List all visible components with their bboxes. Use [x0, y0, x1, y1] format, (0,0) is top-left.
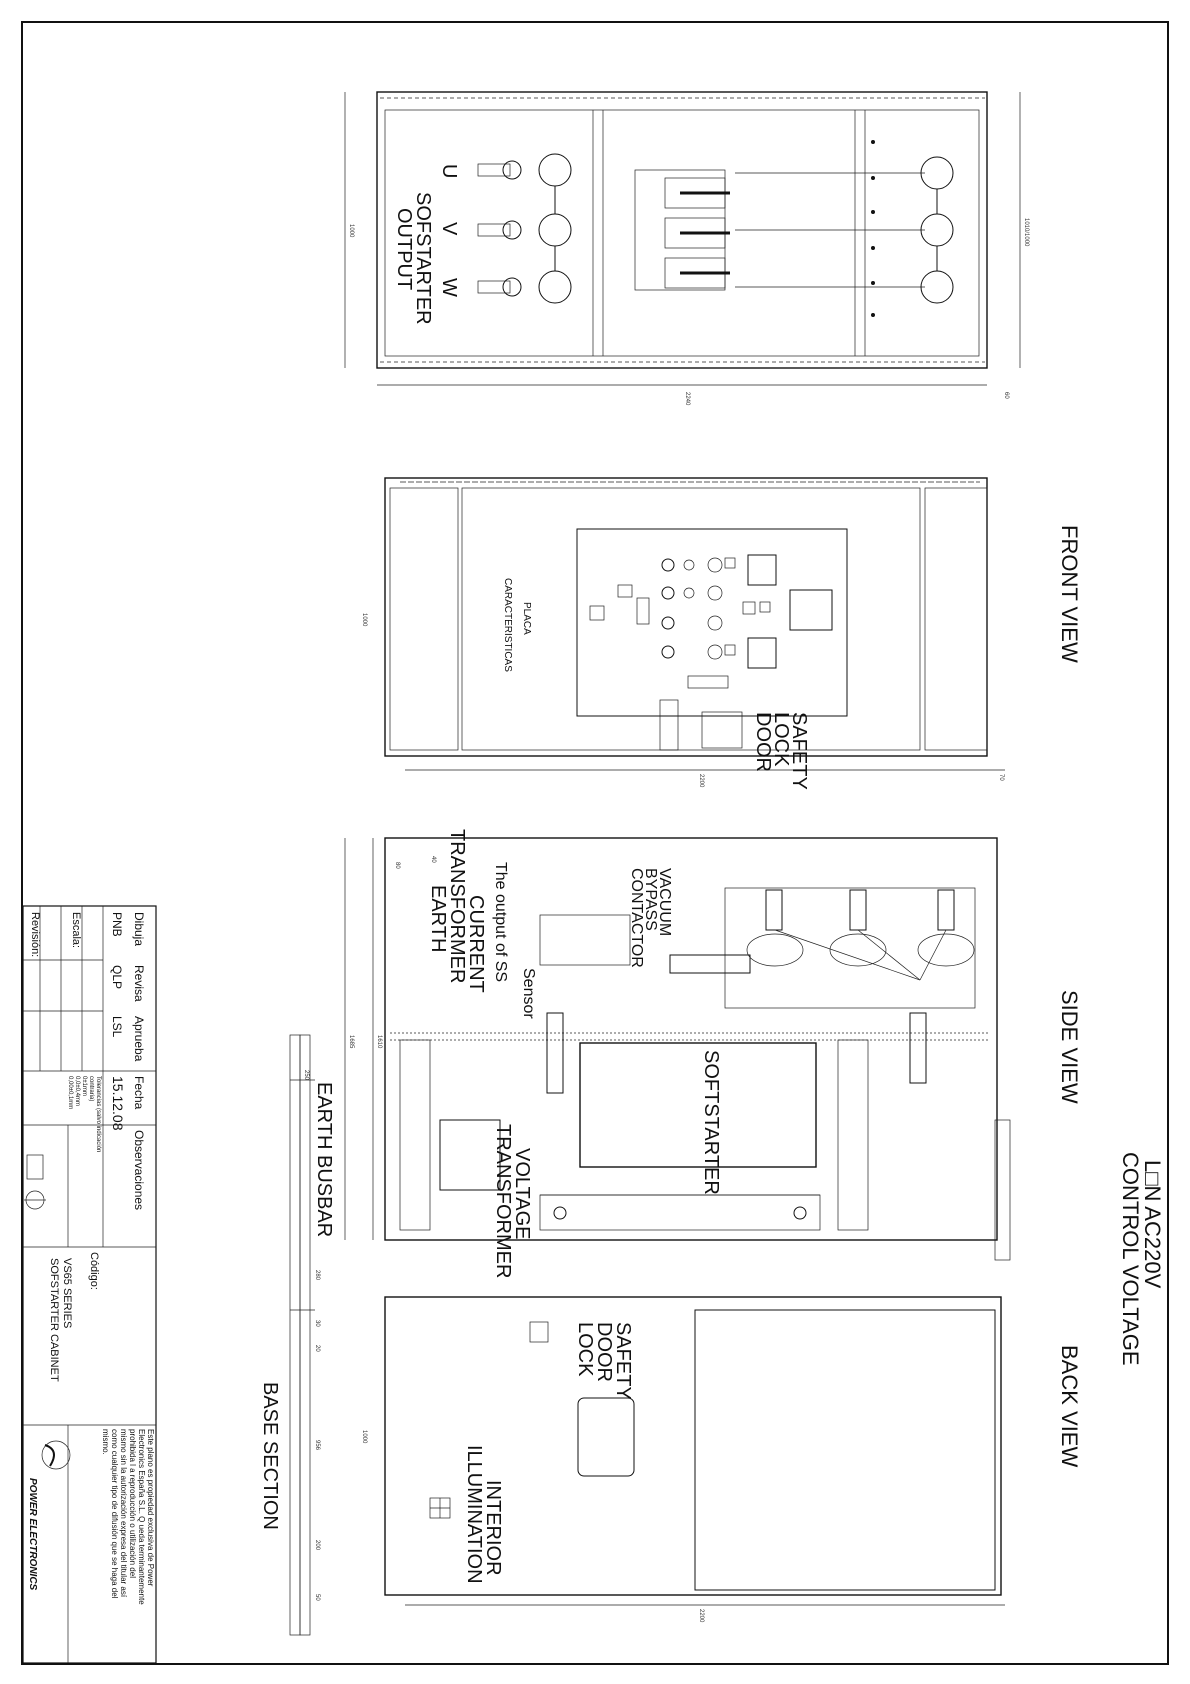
- tb-value-aprueba: LSL: [110, 1016, 124, 1038]
- phase-u-label: U: [438, 164, 460, 179]
- top-dim-height-right: 1010/1000: [1023, 218, 1029, 247]
- side-dim-h2: 1610: [376, 1035, 382, 1049]
- phase-v-label: V: [438, 222, 460, 236]
- tb-header-observaciones: Observaciones: [132, 1130, 146, 1211]
- phase-w-label: W: [438, 278, 460, 297]
- side-dim-h1: 1685: [348, 1035, 354, 1049]
- tb-header-aprueba: Aprueba: [132, 1016, 146, 1062]
- safety-lock-door-1: SAFETY: [788, 712, 810, 790]
- base-dim-c: 956: [314, 1440, 320, 1451]
- back-view-title: BACK VIEW: [1057, 1345, 1082, 1468]
- tb-tol-line-1: Tolerancias (salvo indicación: [95, 1076, 101, 1153]
- base-dim-b: 20: [314, 1345, 320, 1352]
- back-view: [361, 1297, 1082, 1623]
- voltage-transformer-1: VOLTAGE: [511, 1148, 533, 1240]
- earth-label: EARTH: [427, 885, 449, 953]
- control-voltage-2: CONTROL VOLTAGE: [1118, 1152, 1143, 1366]
- tb-notice-line-1: Este plano es propiedad exclusiva de Power: [146, 1429, 155, 1587]
- front-view: [361, 478, 1082, 790]
- side-dim-top: 80: [394, 862, 400, 869]
- safety-door-lock-back-1: SAFETY: [612, 1322, 634, 1400]
- control-voltage-1: L□N AC220V: [1140, 1160, 1165, 1289]
- busbar-dim-b: 280: [314, 1270, 320, 1281]
- tb-header-dibuja: Dibuja: [132, 912, 146, 947]
- busbar-dim-a: 250: [303, 1070, 309, 1081]
- top-terminals-right: [871, 140, 953, 317]
- side-insulators: [547, 890, 974, 1093]
- voltage-transformer-2: TRANSFORMER: [492, 1124, 514, 1279]
- tb-notice-line-2: Electronics España S.L. Q ueda terminantemente: [137, 1429, 146, 1605]
- tb-escala: Escala:: [70, 912, 82, 949]
- plaque-label-2: CARACTERISTICAS: [502, 578, 513, 672]
- title-block-values: [110, 912, 126, 1131]
- tb-notice-line-6: mismo.: [101, 1429, 110, 1455]
- top-terminals-left: [478, 154, 571, 303]
- busbar-base-section: [259, 1035, 335, 1635]
- safety-door-lock-back-3: LOCK: [574, 1322, 596, 1377]
- tb-tolerances: [67, 1076, 101, 1152]
- sheet-border: [22, 22, 1168, 1664]
- side-dim-top2: 40: [430, 856, 436, 863]
- tb-notice-line-5: como cualquier tipo de difusión que se haga del: [110, 1429, 119, 1599]
- tb-revision: Revisión:: [29, 912, 41, 958]
- tb-value-fecha: 15.12.08: [110, 1076, 126, 1131]
- side-view: [345, 829, 1165, 1366]
- tb-tol-line-3: 0±1mm: [81, 1076, 87, 1096]
- front-panel-devices: [590, 555, 832, 688]
- softstarter-output-label-2: OUTPUT: [393, 208, 415, 291]
- svg-text:POWER ELECTRONICS: POWER ELECTRONICS: [27, 1478, 38, 1591]
- top-view: [345, 92, 1029, 406]
- tb-header-revisa: Revisa: [132, 965, 146, 1002]
- side-view-title: SIDE VIEW: [1057, 990, 1082, 1104]
- front-dim-height: 1000: [361, 613, 367, 627]
- tb-tol-line-5: 0,00±0,1mm: [67, 1076, 73, 1110]
- tb-codigo-label: Código:: [88, 1252, 100, 1290]
- safety-lock-door-3: DOOR: [752, 712, 774, 772]
- tb-value-dibuja: PNB: [110, 912, 124, 937]
- base-dim-d: 200: [314, 1540, 320, 1551]
- tb-tol-line-2: contraria): [88, 1076, 94, 1102]
- title-block-headers: [132, 912, 146, 1210]
- base-dim-a: 30: [314, 1320, 320, 1327]
- title-block: [23, 906, 156, 1663]
- tb-header-fecha: Fecha: [132, 1076, 146, 1110]
- top-dim-width: 2240: [684, 392, 690, 406]
- current-transformer-1: CURRENT: [465, 895, 487, 993]
- safety-door-lock-back-2: DOOR: [593, 1322, 615, 1382]
- interior-illumination-2: ILLUMINATION: [463, 1445, 485, 1584]
- tb-notice: [101, 1429, 155, 1605]
- sensor-label: Sensor: [520, 968, 537, 1019]
- softstarter-output-label-1: SOFSTARTER: [412, 192, 434, 325]
- vacuum-bypass-3: CONTACTOR: [628, 868, 645, 968]
- back-dim-width: 2200: [698, 1609, 704, 1623]
- tb-codigo-line-2: SOFSTARTER CABINET: [48, 1258, 60, 1382]
- earth-busbar-title: EARTH BUSBAR: [313, 1082, 335, 1238]
- front-view-title: FRONT VIEW: [1057, 525, 1082, 663]
- safety-lock-door-2: LOCK: [770, 712, 792, 767]
- interior-illumination-1: INTERIOR: [482, 1480, 504, 1576]
- front-dim-width: 2200: [698, 774, 704, 788]
- vacuum-bypass-1: VACUUM: [656, 868, 673, 937]
- softstarter-label: SOFTSTARTER: [700, 1050, 722, 1195]
- front-dim-right: 70: [998, 774, 1004, 781]
- plaque-label-1: PLACA: [521, 602, 532, 635]
- output-of-ss-label: The output of SS: [492, 862, 509, 983]
- top-contactor: [635, 170, 925, 290]
- tb-value-revisa: QLP: [110, 965, 124, 990]
- top-dim-height-left: 1000: [348, 224, 354, 238]
- tb-tol-line-4: 0,0±0,4mm: [74, 1076, 80, 1106]
- vacuum-bypass-2: BYPASS: [642, 868, 659, 931]
- tb-notice-line-3: prohibida l a reproducción o utilización del: [128, 1429, 137, 1578]
- tb-codigo-line-1: VS65 SERIES: [61, 1258, 73, 1329]
- back-dim-height: 1000: [361, 1430, 367, 1444]
- tb-notice-line-4: mismo sin la autorización expresa del titular así: [119, 1429, 128, 1598]
- current-transformer-2: TRANSFORMER: [446, 829, 468, 984]
- top-dim-right: 60: [1003, 392, 1009, 399]
- base-section-title: BASE SECTION: [259, 1382, 281, 1530]
- base-dim-e: 50: [314, 1594, 320, 1601]
- power-electronics-logo: [27, 1441, 70, 1591]
